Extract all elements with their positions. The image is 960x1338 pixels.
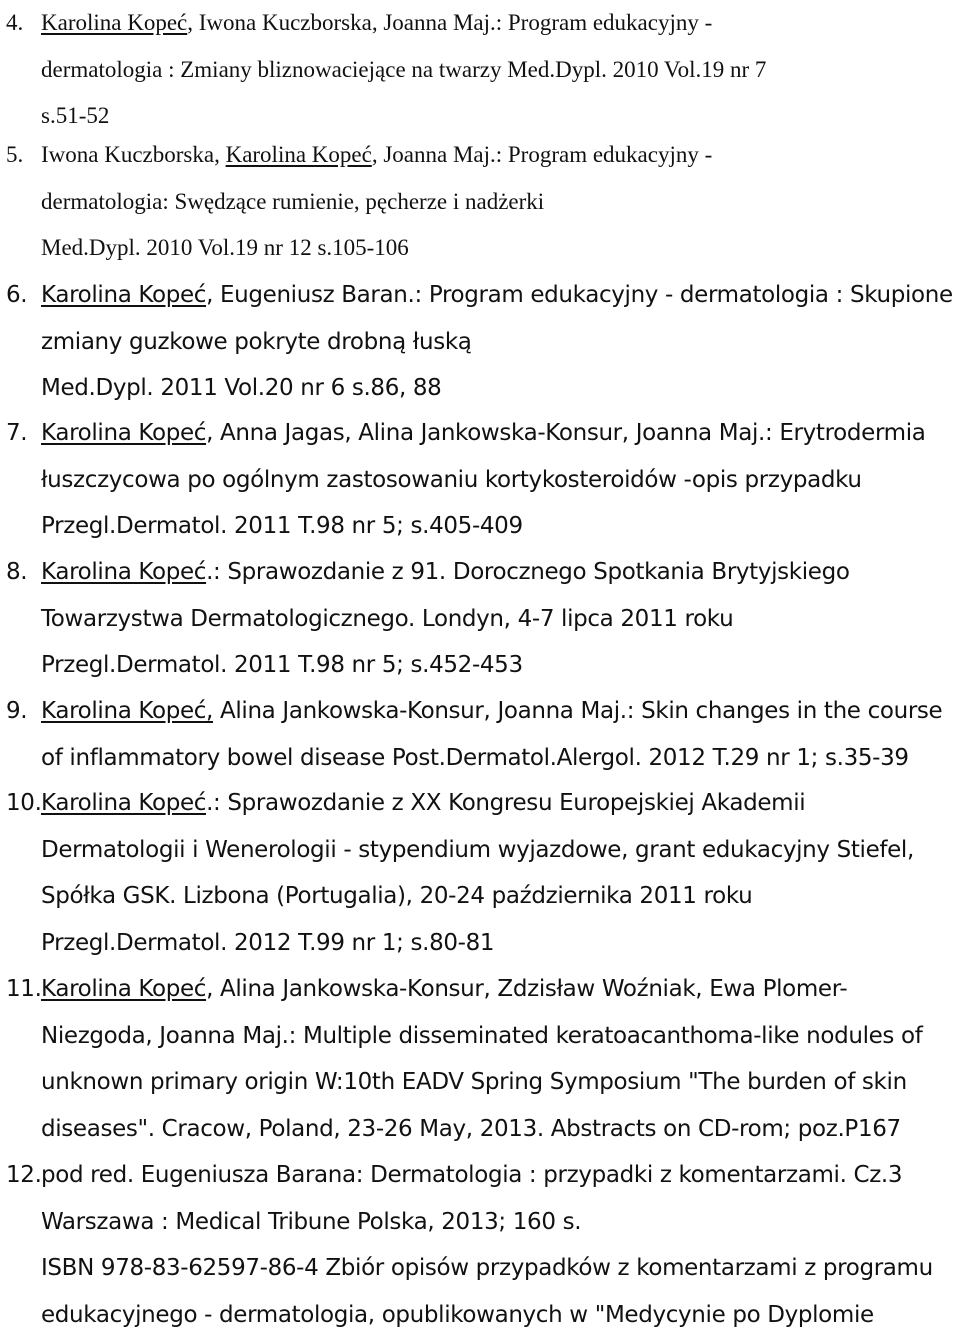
citation-text: dermatologia: Swędzące rumienie, pęcherze i nadżerki xyxy=(41,188,545,214)
entry-number: 6. xyxy=(6,282,28,308)
entry-line xyxy=(41,365,441,411)
citation-text: , Anna Jagas, Alina Jankowska-Konsur, Joanna Maj.: Erytrodermia xyxy=(206,420,926,446)
citation-text: s.51-52 xyxy=(41,103,110,128)
entry-number: 11. xyxy=(6,976,42,1002)
citation-text: Spółka GSK. Lizbona (Portugalia), 20-24 października 2011 roku xyxy=(41,883,753,909)
highlighted-author: Karolina Kopeć xyxy=(41,559,207,585)
entry-line xyxy=(41,410,926,456)
entry-line xyxy=(41,642,523,688)
highlighted-author: Karolina Kopeć xyxy=(225,142,372,167)
citation-text: Med.Dypl. 2011 Vol.20 nr 6 s.86, 88 xyxy=(41,375,442,401)
entry-line xyxy=(41,319,472,365)
citation-text: Warszawa : Medical Tribune Polska, 2013; 160 s. xyxy=(41,1208,582,1235)
citation-text: , Eugeniusz Baran.: Program edukacyjny - dermatologia : Skupione xyxy=(206,282,953,308)
entry-line xyxy=(41,920,494,966)
entry-line xyxy=(41,1245,933,1291)
citation-text: ISBN 978-83-62597-86-4 Zbiór opisów przypadków z komentarzami z programu xyxy=(41,1255,933,1281)
highlighted-author: Karolina Kopeć, xyxy=(41,698,214,724)
citation-text: Przegl.Dermatol. 2011 T.98 nr 5; s.452-453 xyxy=(41,652,523,678)
citation-text: Iwona Kuczborska, xyxy=(41,142,226,167)
citation-text: Przegl.Dermatol. 2012 T.99 nr 1; s.80-81 xyxy=(41,929,495,956)
citation-text: .: Sprawozdanie z 91. Dorocznego Spotkania Brytyjskiego xyxy=(206,559,850,585)
citation-text: Przegl.Dermatol. 2011 T.98 nr 5; s.405-409 xyxy=(41,513,523,539)
citation-text: , Alina Jankowska-Konsur, Zdzisław Woźniak, Ewa Plomer- xyxy=(206,976,848,1002)
entry-line xyxy=(41,225,409,271)
entry-line xyxy=(41,132,712,178)
entry-line xyxy=(41,457,862,503)
entry-line xyxy=(41,1013,922,1059)
citation-text: , Iwona Kuczborska, Joanna Maj.: Program edukacyjny - xyxy=(187,10,713,35)
entry-line xyxy=(41,1059,907,1105)
citation-text: unknown primary origin W:10th EADV Spring Symposium "The burden of skin xyxy=(41,1069,907,1095)
entry-line xyxy=(41,873,752,919)
citation-text: Med.Dypl. 2010 Vol.19 nr 12 s.105-106 xyxy=(41,235,409,260)
entry-line xyxy=(41,0,712,46)
entry-number: 4. xyxy=(6,10,24,35)
citation-text: pod red. Eugeniusza Barana: Dermatologia : przypadki z komentarzami. Cz.3 xyxy=(41,1162,903,1188)
entry-line xyxy=(41,1106,901,1152)
entry-line xyxy=(41,780,805,826)
citation-text: diseases". Cracow, Poland, 23-26 May, 2013. Abstracts on CD-rom; poz.P167 xyxy=(41,1115,901,1142)
entry-line xyxy=(41,827,914,873)
highlighted-author: Karolina Kopeć xyxy=(41,420,207,446)
entry-line xyxy=(41,596,733,642)
highlighted-author: Karolina Kopeć xyxy=(41,282,207,308)
citation-text: , Joanna Maj.: Program edukacyjny - xyxy=(371,142,713,167)
entry-number: 12. xyxy=(6,1162,42,1188)
citation-text: of inflammatory bowel disease Post.Dermatol.Alergol. 2012 T.29 nr 1; s.35-39 xyxy=(41,744,909,771)
entry-line xyxy=(41,179,544,225)
entry-line xyxy=(41,47,766,93)
entry-number: 10. xyxy=(6,790,42,816)
entry-number: 7. xyxy=(6,420,28,446)
citation-text: .: Sprawozdanie z XX Kongresu Europejskiej Akademii xyxy=(206,790,806,816)
citation-text: zmiany guzkowe pokryte drobną łuską xyxy=(41,328,472,355)
highlighted-author: Karolina Kopeć xyxy=(41,976,207,1002)
entry-number: 5. xyxy=(6,142,24,167)
entry-line xyxy=(41,272,953,318)
entry-line xyxy=(41,549,850,595)
citation-text: łuszczycowa po ogólnym zastosowaniu kortykosteroidów -opis przypadku xyxy=(41,466,862,493)
entry-line xyxy=(41,503,523,549)
citation-text: Alina Jankowska-Konsur, Joanna Maj.: Skin changes in the course xyxy=(213,698,943,724)
entry-line xyxy=(41,1152,902,1198)
entry-line xyxy=(41,966,847,1012)
entry-number: 9. xyxy=(6,698,28,724)
entry-line xyxy=(41,688,942,734)
citation-text: dermatologia : Zmiany bliznowaciejące na twarzy Med.Dypl. 2010 Vol.19 nr 7 xyxy=(41,56,767,82)
entry-line xyxy=(41,1292,874,1338)
entry-line xyxy=(41,735,909,781)
entry-number: 8. xyxy=(6,559,28,585)
citation-text: Niezgoda, Joanna Maj.: Multiple disseminated keratoacanthoma-like nodules of xyxy=(41,1022,923,1049)
highlighted-author: Karolina Kopeć xyxy=(41,790,207,816)
citation-text: edukacyjnego - dermatologia, opublikowanych w "Medycynie po Dyplomie xyxy=(41,1301,874,1328)
entry-line xyxy=(41,1199,581,1245)
citation-text: Dermatologii i Wenerologii - stypendium wyjazdowe, grant edukacyjny Stiefel, xyxy=(41,836,914,863)
highlighted-author: Karolina Kopeć xyxy=(41,10,188,35)
citation-text: Towarzystwa Dermatologicznego. Londyn, 4-7 lipca 2011 roku xyxy=(41,605,734,632)
